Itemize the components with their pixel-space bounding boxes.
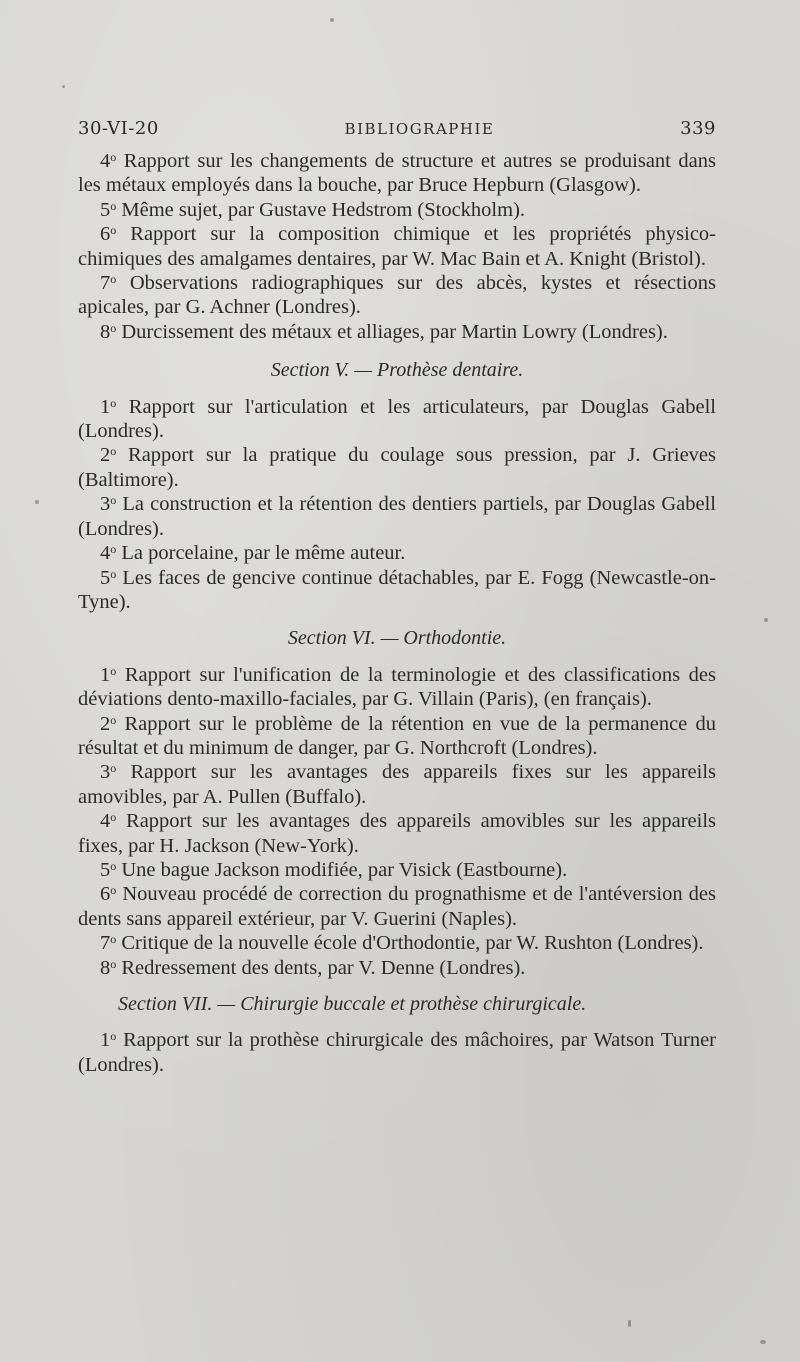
entry-text: Rapport sur l'articulation et les articulateurs, par Douglas Gabell (Londres).	[78, 395, 716, 443]
entry-text: Durcissement des métaux et alliages, par Martin Lowry (Londres).	[121, 320, 668, 343]
entry-text: Nouveau procédé de correction du prognathisme et de l'antéversion des dents sans appareil extérieur, par V. Guerini (Naples).	[78, 883, 717, 930]
entry-number: 1$^o$	[100, 1029, 117, 1052]
bibliography-entry	[78, 760, 716, 809]
entry-text: La construction et la rétention des dentiers partiels, par Douglas Gabell (Londres).	[78, 493, 716, 540]
paper-speck	[330, 18, 334, 22]
entry-number: 4$^o$	[100, 542, 117, 565]
bibliography-entry	[78, 198, 716, 222]
bibliography-entry	[78, 663, 716, 712]
entry-number: 2$^o$	[100, 444, 117, 467]
entry-number: 8$^o$	[100, 320, 117, 343]
entry-number: 3$^o$	[100, 493, 117, 516]
entry-number: 7$^o$	[100, 272, 117, 295]
entry-text: Les faces de gencive continue détachables, par E. Fogg (Newcastle-on-Tyne).	[78, 566, 717, 613]
bibliography-entry	[78, 320, 716, 344]
section-heading: Section V. — Prothèse dentaire.	[270, 359, 524, 382]
entry-text: Observations radiographiques sur des abcès, kystes et résections apicales, par G. Achner (Londres).	[78, 272, 716, 319]
entry-text: Rapport sur l'unification de la terminologie et des classifications des déviations dento-maxillo-faciales, par G. Villain (Paris), (en français).	[78, 663, 717, 711]
entry-number: 8$^o$	[100, 956, 117, 979]
entry-number: 1$^o$	[100, 663, 117, 686]
entry-text: Rapport sur les changements de structure et autres se produisant dans les métaux employés dans la bouche, par Bruce Hepburn (Glasgow).	[78, 150, 716, 197]
entry-text: Une bague Jackson modifiée, par Visick (Eastbourne).	[121, 858, 568, 881]
bibliography-entry	[78, 882, 716, 931]
paper-speck	[35, 500, 39, 504]
bibliography-entry	[78, 541, 716, 565]
section-heading: Section VI. — Orthodontie.	[287, 627, 507, 650]
entry-number: 6$^o$	[100, 883, 117, 906]
entry-text: La porcelaine, par le même auteur.	[121, 542, 406, 565]
entry-number: 2$^o$	[100, 712, 117, 735]
entry-text: Critique de la nouvelle école d'Orthodontie, par W. Rushton (Londres).	[121, 932, 704, 955]
header-date: 30-VI-20	[78, 118, 159, 139]
bibliography-entry	[78, 492, 716, 541]
bibliography-entry	[78, 809, 716, 858]
bibliography-entry	[78, 1028, 716, 1077]
entry-text: Redressement des dents, par V. Denne (Londres).	[121, 956, 526, 979]
page	[78, 118, 716, 1077]
entry-number: 5$^o$	[100, 566, 117, 589]
paper-speck	[62, 85, 65, 88]
bibliography-entry	[78, 858, 716, 882]
running-head	[78, 118, 716, 139]
entry-text: Rapport sur les avantages des appareils amovibles sur les appareils fixes, par H. Jackson (New-York).	[78, 810, 716, 857]
paper-speck	[760, 1340, 766, 1344]
page-number: 339	[680, 118, 716, 139]
entry-number: 5$^o$	[100, 858, 117, 881]
bibliography-entry	[78, 443, 716, 492]
bibliography-entry	[78, 149, 716, 198]
bibliography-entry	[78, 271, 716, 320]
entry-number: 6$^o$	[100, 223, 117, 246]
entry-text: Rapport sur la composition chimique et les propriétés physico-chimiques des amalgames dentaires, par W. Mac Bain et A. Knight (Bristol).	[78, 223, 716, 270]
entry-text: Rapport sur le problème de la rétention en vue de la permanence du résultat et du minimum de danger, par G. Northcroft (Londres).	[78, 712, 717, 759]
entry-number: 4$^o$	[100, 810, 117, 833]
paper-speck	[628, 1320, 631, 1327]
entry-number: 5$^o$	[100, 198, 117, 221]
entry-number: 1$^o$	[100, 395, 117, 418]
entry-number: 7$^o$	[100, 932, 117, 955]
entry-text: Rapport sur la prothèse chirurgicale des mâchoires, par Watson Turner (Londres).	[78, 1029, 716, 1076]
entry-text: Rapport sur la pratique du coulage sous pression, par J. Grieves (Baltimore).	[78, 444, 716, 491]
entry-text: Même sujet, par Gustave Hedstrom (Stockholm).	[121, 198, 526, 221]
paper-speck	[764, 618, 768, 622]
bibliography-entry	[78, 222, 716, 271]
bibliography-entry	[78, 395, 716, 444]
entry-text: Rapport sur les avantages des appareils fixes sur les appareils amovibles, par A. Pullen (Buffalo).	[78, 761, 717, 808]
entry-number: 4$^o$	[100, 150, 117, 172]
bibliography-list	[78, 149, 716, 1077]
bibliography-entry	[78, 712, 716, 761]
header-title: BIBLIOGRAPHIE	[344, 120, 495, 138]
bibliography-entry	[78, 956, 716, 980]
bibliography-entry	[78, 931, 716, 955]
entry-number: 3$^o$	[100, 761, 117, 784]
bibliography-entry	[78, 566, 716, 615]
section-heading: Section VII. — Chirurgie buccale et prothèse chirurgicale.	[118, 993, 587, 1015]
